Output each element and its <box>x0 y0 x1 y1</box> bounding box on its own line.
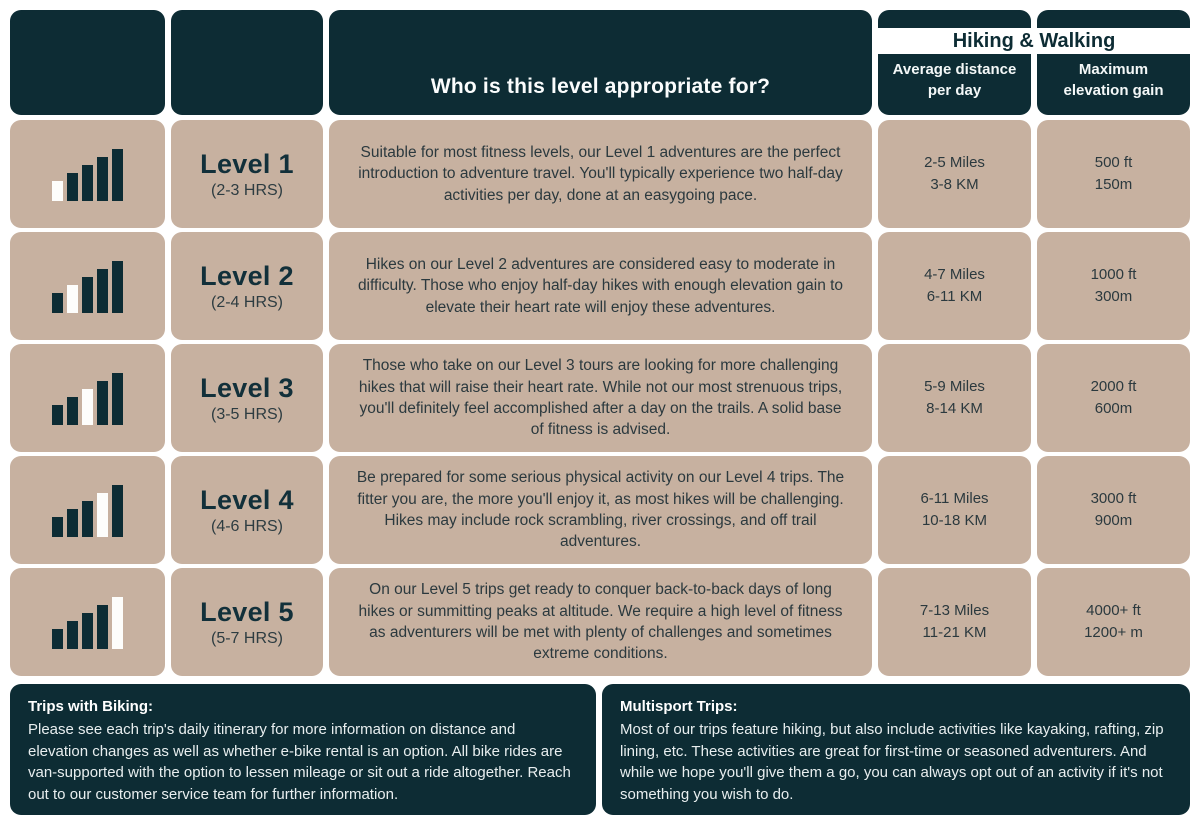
elevation-m: 1200+ m <box>1084 624 1143 641</box>
level-2-icon-cell <box>10 232 165 340</box>
table-header-row <box>10 10 1190 115</box>
level-distance-cell <box>878 120 1031 228</box>
distance-miles: 6-11 Miles <box>920 490 989 508</box>
biking-note <box>10 684 596 815</box>
level-3-label-cell <box>171 344 323 452</box>
difficulty-bars-icon <box>52 595 123 649</box>
level-description: On our Level 5 trips get ready to conquer back-to-back days of long hikes or summitting peaks at altitude. We require a high level of fitness as adventurers will be met with plenty of challenges and sometimes extreme conditions. <box>329 568 872 676</box>
level-hours: (4-6 HRS) <box>210 517 283 535</box>
level-5-label-cell <box>171 568 323 676</box>
level-elevation-cell <box>1037 568 1190 676</box>
difficulty-bars-icon <box>52 147 123 201</box>
header-max-elevation <box>1037 10 1190 115</box>
header-average-distance <box>878 10 1031 115</box>
level-1-label-cell <box>171 120 323 228</box>
difficulty-levels-table <box>10 10 1190 815</box>
level-name: Level 2 <box>200 260 294 291</box>
level-4-row <box>10 456 1190 564</box>
header-blank-level-cell <box>171 10 323 115</box>
elevation-ft: 2000 ft <box>1090 378 1137 396</box>
biking-note-title: Trips with Biking: <box>28 698 154 715</box>
elevation-m: 150m <box>1094 176 1133 193</box>
distance-miles: 7-13 Miles <box>919 602 990 620</box>
biking-note-body: Please see each trip's daily itinerary for more information on distance and elevation changes as well as whether e-bike rental is an option. All bike rides are van-supported with the option to lessen mileage or sit out a ride altogether. Reach out to our customer service team for further information. <box>28 721 571 803</box>
level-3-row <box>10 344 1190 452</box>
elevation-ft: 4000+ ft <box>1086 602 1141 620</box>
difficulty-bars-icon <box>52 259 123 313</box>
level-elevation-cell <box>1037 344 1190 452</box>
distance-km: 10-18 KM <box>921 512 988 529</box>
header-question: Who is this level appropriate for? <box>329 10 872 115</box>
level-name: Level 3 <box>200 372 294 403</box>
level-description: Suitable for most fitness levels, our Level 1 adventures are the perfect introduction to adventure travel. You'll typically experience two half-day activities per day, done at an easygoing pace. <box>329 120 872 228</box>
level-1-row <box>10 120 1190 228</box>
level-1-icon-cell <box>10 120 165 228</box>
hiking-walking-title-band <box>878 28 1190 54</box>
level-distance-cell <box>878 568 1031 676</box>
header-blank-icon-cell <box>10 10 165 115</box>
elevation-m: 600m <box>1094 400 1133 417</box>
level-description: Be prepared for some serious physical activity on our Level 4 trips. The fitter you are, the more you'll enjoy it, as most hikes will be challenging. Hikes may include rock scrambling, river crossings, and off trail adventures. <box>329 456 872 564</box>
multisport-note-title: Multisport Trips: <box>620 698 738 715</box>
level-name: Level 1 <box>200 148 294 179</box>
level-hours: (2-4 HRS) <box>210 293 283 311</box>
distance-miles: 4-7 Miles <box>924 266 985 284</box>
elevation-m: 300m <box>1094 288 1133 305</box>
level-distance-cell <box>878 232 1031 340</box>
level-5-row <box>10 568 1190 676</box>
hiking-walking-group <box>878 10 1190 115</box>
level-hours: (5-7 HRS) <box>210 629 283 647</box>
level-4-icon-cell <box>10 456 165 564</box>
level-3-icon-cell <box>10 344 165 452</box>
multisport-note <box>602 684 1190 815</box>
header-average-distance-line1: Average distance <box>892 61 1017 79</box>
footer-notes <box>10 684 1190 815</box>
distance-km: 11-21 KM <box>922 624 987 641</box>
level-distance-cell <box>878 344 1031 452</box>
distance-km: 8-14 KM <box>926 400 983 417</box>
level-name: Level 5 <box>200 596 294 627</box>
elevation-ft: 1000 ft <box>1090 266 1137 284</box>
elevation-m: 900m <box>1094 512 1133 529</box>
header-max-elevation-line1: Maximum <box>1078 61 1149 79</box>
distance-km: 3-8 KM <box>930 176 979 193</box>
level-description: Hikes on our Level 2 adventures are considered easy to moderate in difficulty. Those who enjoy half-day hikes with enough elevation gain to elevate their heart rate will enjoy these adventures. <box>329 232 872 340</box>
level-distance-cell <box>878 456 1031 564</box>
level-2-label-cell <box>171 232 323 340</box>
level-hours: (3-5 HRS) <box>210 405 283 423</box>
elevation-ft: 3000 ft <box>1090 490 1137 508</box>
level-name: Level 4 <box>200 484 294 515</box>
level-5-icon-cell <box>10 568 165 676</box>
hiking-walking-title: Hiking & Walking <box>952 29 1116 52</box>
level-hours: (2-3 HRS) <box>210 181 283 199</box>
header-max-elevation-line2: elevation gain <box>1063 81 1164 99</box>
level-description: Those who take on our Level 3 tours are looking for more challenging hikes that will raise their heart rate. While not our most strenuous trips, you'll definitely feel accomplished after a day on the trails. A solid base of fitness is advised. <box>329 344 872 452</box>
multisport-note-body: Most of our trips feature hiking, but also include activities like kayaking, rafting, zip lining, etc. These activities are great for first-time or seasoned adventurers. And while we hope you'll give them a go, you can always opt out of an activity if it's not something you wish to do. <box>620 721 1164 803</box>
difficulty-bars-icon <box>52 371 123 425</box>
header-average-distance-line2: per day <box>927 81 982 99</box>
difficulty-bars-icon <box>52 483 123 537</box>
level-elevation-cell <box>1037 120 1190 228</box>
distance-miles: 5-9 Miles <box>924 378 985 396</box>
distance-km: 6-11 KM <box>926 288 983 305</box>
level-elevation-cell <box>1037 232 1190 340</box>
distance-miles: 2-5 Miles <box>924 154 985 172</box>
elevation-ft: 500 ft <box>1094 154 1133 172</box>
level-4-label-cell <box>171 456 323 564</box>
level-2-row <box>10 232 1190 340</box>
level-elevation-cell <box>1037 456 1190 564</box>
